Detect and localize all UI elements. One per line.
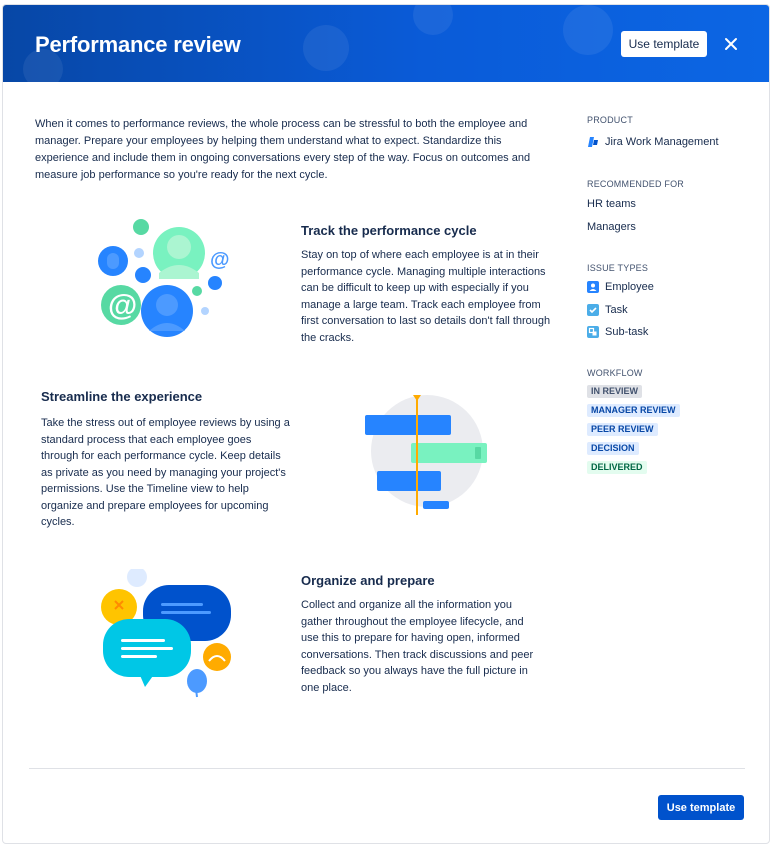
section-title-track: Track the performance cycle — [301, 223, 477, 238]
people-illustration — [97, 219, 237, 339]
close-icon — [718, 31, 744, 57]
workflow-label: WORKFLOW — [587, 368, 643, 378]
footer-divider — [29, 768, 745, 769]
recommended-hr-teams: HR teams — [587, 198, 636, 210]
product-item — [587, 136, 719, 148]
issue-type-subtask — [587, 326, 648, 338]
issue-types-label: ISSUE TYPES — [587, 263, 649, 273]
checkbox-icon — [587, 304, 599, 316]
workflow-status-delivered: DELIVERED — [587, 461, 647, 474]
section-body-organize: Collect and organize all the information you gather throughout the employee lifecycle, and use this to prepare for having open, informed conversations. Then track discussions and peer feedback so you always have the full picture in one place. — [301, 599, 534, 694]
svg-text:@: @ — [108, 289, 138, 322]
jira-work-management-icon — [587, 136, 599, 148]
recommended-item — [587, 221, 636, 233]
close-button[interactable] — [718, 31, 744, 57]
issue-type-employee — [587, 281, 654, 293]
issue-type-task — [587, 304, 628, 316]
section-body-track: Stay on top of where each employee is at in their performance cycle. Managing multiple interactions can be difficult to keep up with especially if you manage a large team. Track each employee from first conversation to last so details don't fall through the cracks. — [301, 249, 551, 344]
recommended-managers: Managers — [587, 221, 636, 233]
section-title-streamline: Streamline the experience — [41, 389, 203, 404]
svg-text:@: @ — [210, 249, 230, 271]
section-body-streamline: Take the stress out of employee reviews by using a standard process that each employee goes through for each performance cycle. Keep details as private as you need by managing your project's permissions. Use the Timeline view to help organize and prepare employees for upcoming cycles. — [41, 417, 290, 528]
issue-type-label: Task — [605, 304, 628, 316]
chat-illustration — [99, 569, 235, 699]
section-title-organize: Organize and prepare — [301, 573, 435, 588]
page-title: Performance review — [35, 32, 241, 57]
recommended-label: RECOMMENDED FOR — [587, 179, 684, 189]
header-decoration — [413, 5, 453, 35]
product-label: PRODUCT — [587, 115, 633, 125]
issue-type-label: Employee — [605, 281, 654, 293]
timeline-illustration — [363, 393, 493, 515]
workflow-status-in-review: IN REVIEW — [587, 385, 642, 398]
workflow-status-peer-review: PEER REVIEW — [587, 423, 658, 436]
modal-header — [3, 5, 770, 82]
workflow-status-manager-review: MANAGER REVIEW — [587, 404, 680, 417]
workflow-status-decision: DECISION — [587, 442, 639, 455]
header-decoration — [563, 5, 613, 55]
header-decoration — [303, 25, 349, 71]
person-icon — [587, 281, 599, 293]
issue-type-label: Sub-task — [605, 326, 649, 338]
template-modal — [2, 4, 770, 844]
use-template-button-header[interactable]: Use template — [621, 31, 707, 57]
intro-text: When it comes to performance reviews, the whole process can be stressful to both the employee and manager. Prepare your employees by helping them understand what to expect. Standardize this experience and include them in ongoing conversations every step of the way. Focus on outcomes and measure job performance so you're ready for the next cycle. — [35, 118, 531, 181]
recommended-item — [587, 198, 636, 210]
use-template-button-footer[interactable]: Use template — [658, 795, 744, 820]
product-name: Jira Work Management — [605, 136, 719, 148]
subtask-icon — [587, 326, 599, 338]
